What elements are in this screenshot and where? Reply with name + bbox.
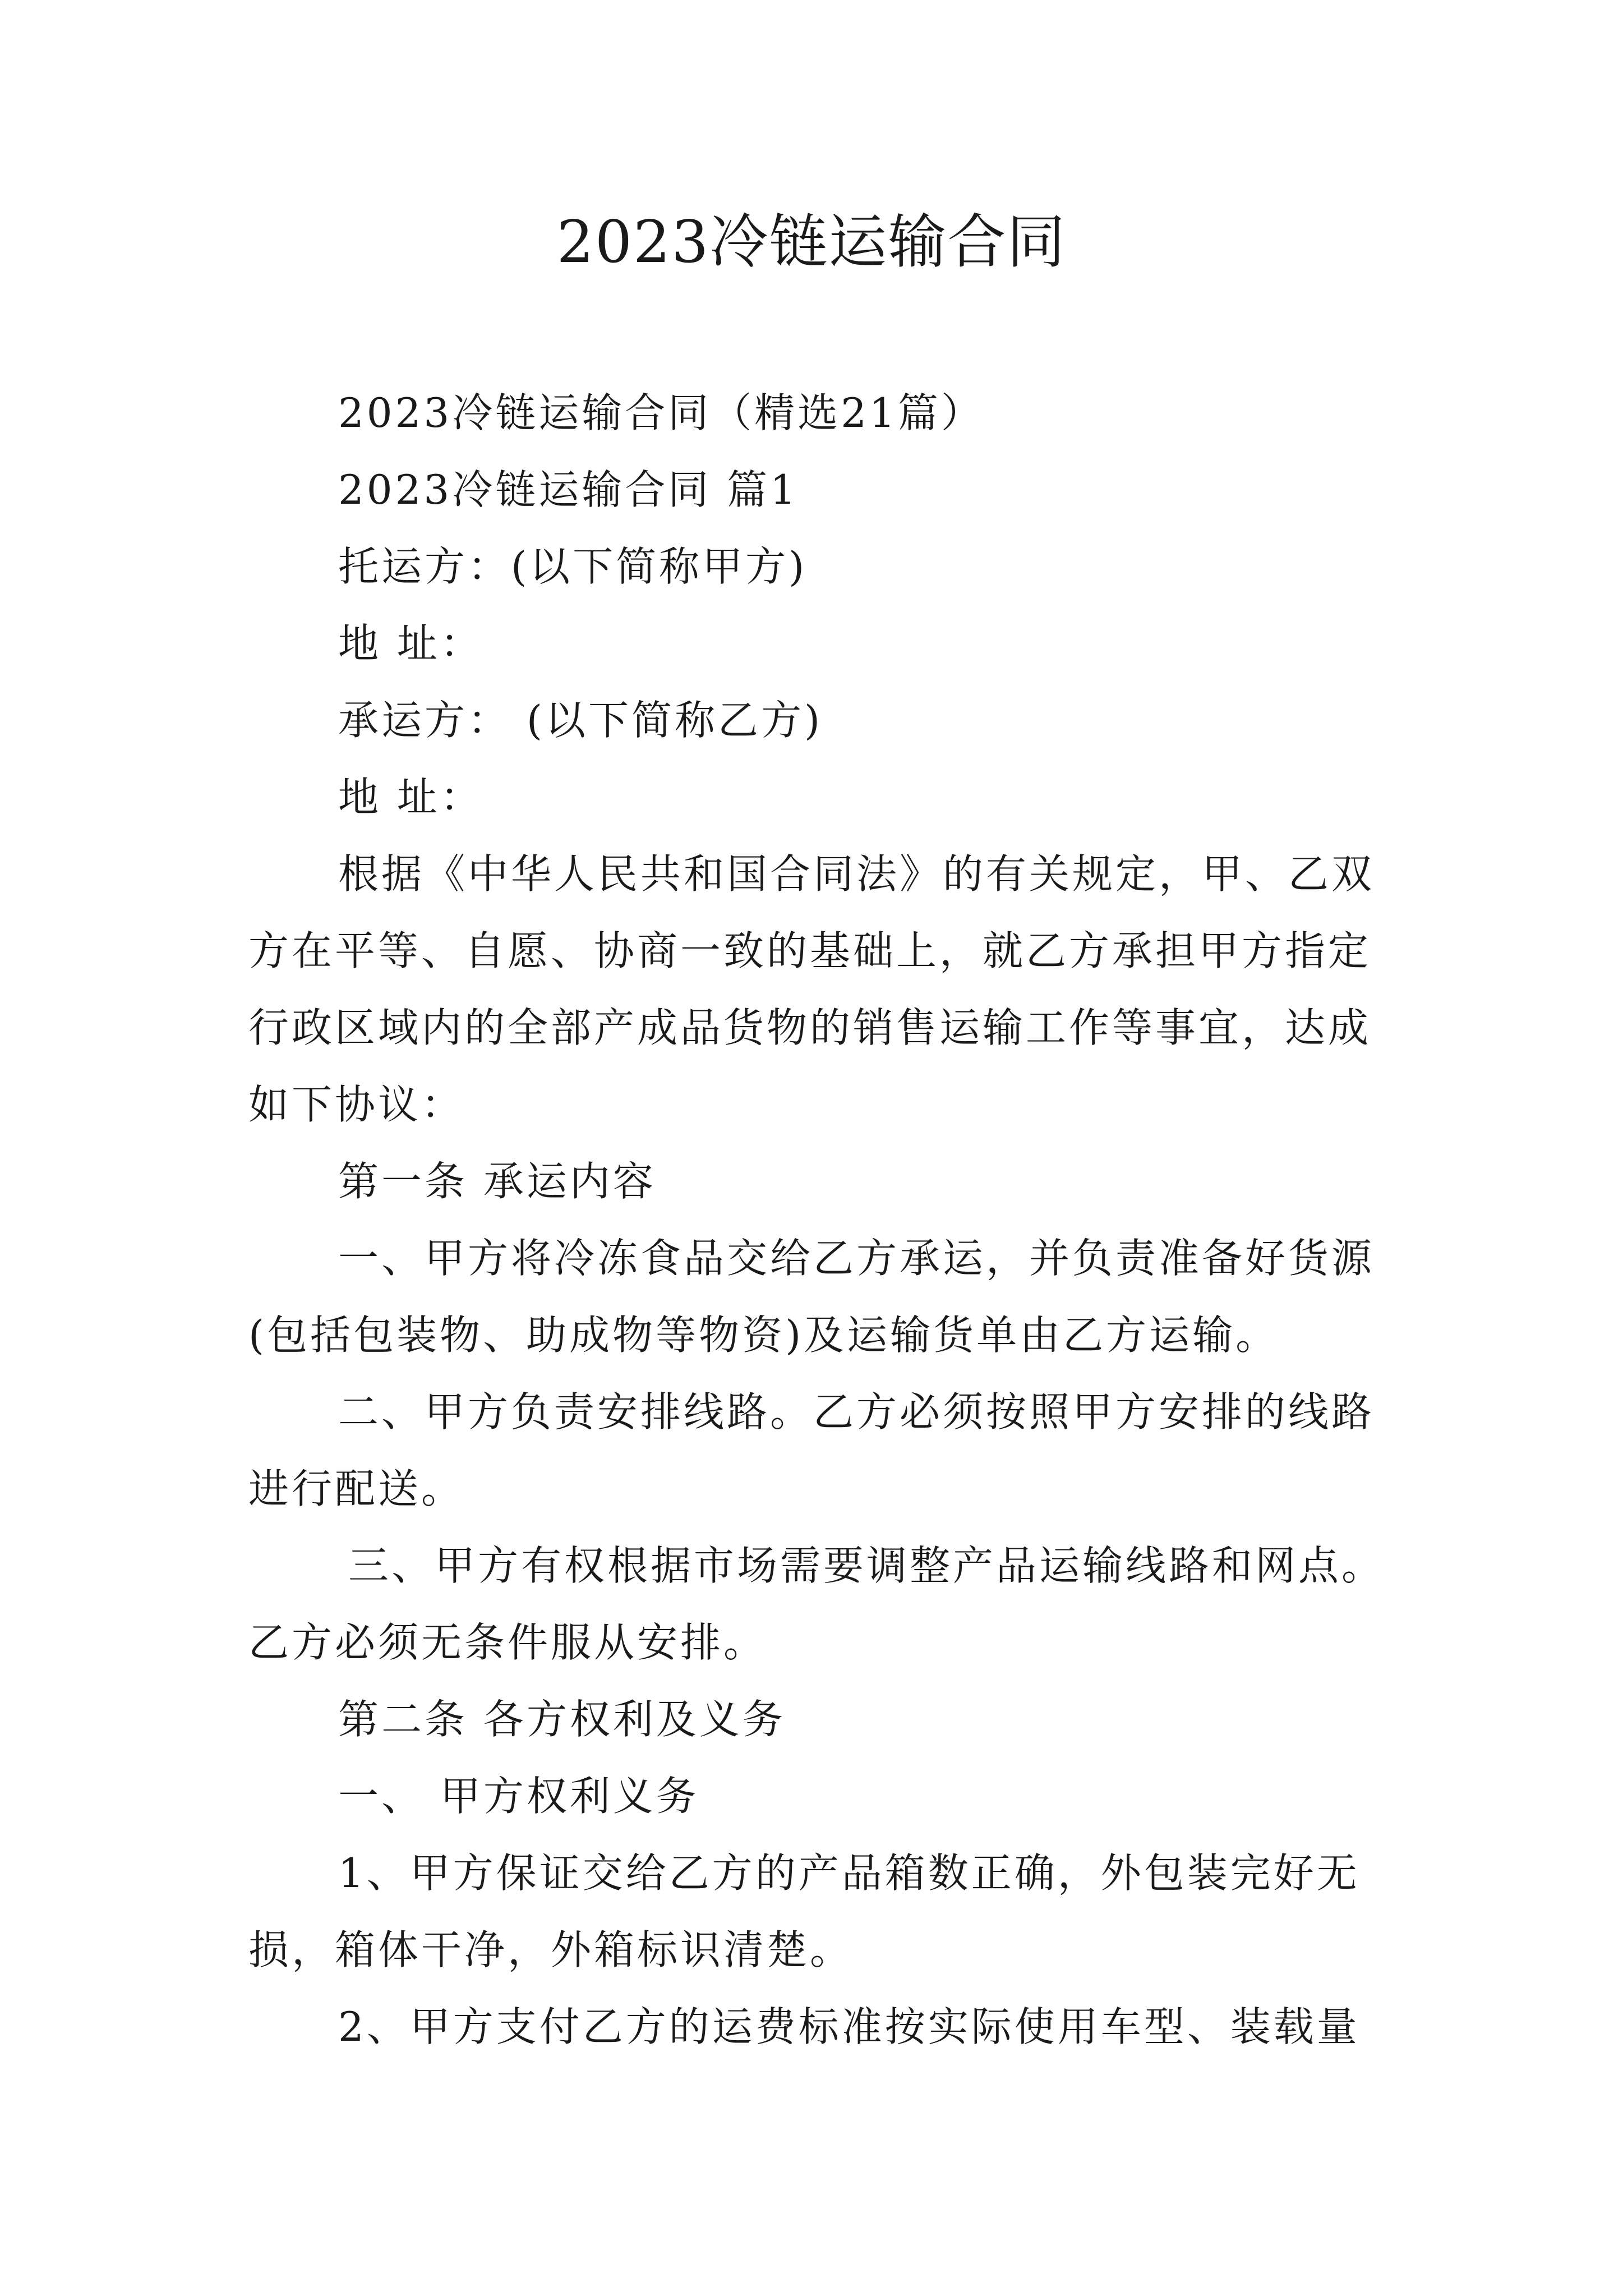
document-body: [248, 375, 1432, 2065]
paragraph-line: 如下协议：: [248, 1081, 465, 1128]
paragraph-line: 二、甲方负责安排线路。乙方必须按照甲方安排的线路: [338, 1388, 1375, 1435]
consignor-address-line: 地 址：: [338, 620, 483, 667]
paragraph-line: 乙方必须无条件服从安排。: [248, 1619, 767, 1666]
section-heading: 2023冷链运输合同 篇1: [338, 466, 799, 513]
subsection-heading: 一、 甲方权利义务: [338, 1773, 699, 1820]
carrier-address-line: 地 址：: [338, 774, 483, 821]
paragraph-line: 方在平等、自愿、协商一致的基础上，就乙方承担甲方指定: [248, 927, 1372, 974]
article-heading: 第一条 承运内容: [338, 1158, 656, 1205]
paragraph-line: (包括包装物、助成物等物资)及运输货单由乙方运输。: [248, 1312, 1279, 1359]
paragraph-line: 2、甲方支付乙方的运费标准按实际使用车型、装载量: [338, 2003, 1360, 2050]
consignor-line: 托运方：(以下简称甲方): [338, 543, 808, 590]
paragraph-line: 损，箱体干净，外箱标识清楚。: [248, 1926, 854, 1973]
paragraph-line: 三、甲方有权根据市场需要调整产品运输线路和网点。: [348, 1542, 1385, 1589]
subtitle-line: 2023冷链运输合同（精选21篇）: [338, 389, 984, 436]
carrier-line: 承运方： (以下简称乙方): [338, 697, 823, 744]
document-title: 2023冷链运输合同: [556, 208, 1067, 276]
paragraph-line: 进行配送。: [248, 1465, 465, 1512]
paragraph-line: 根据《中华人民共和国合同法》的有关规定，甲、乙双: [338, 850, 1375, 898]
article-heading: 第二条 各方权利及义务: [338, 1696, 786, 1743]
paragraph-line: 行政区域内的全部产成品货物的销售运输工作等事宜，达成: [248, 1004, 1372, 1051]
paragraph-line: 一、甲方将冷冻食品交给乙方承运，并负责准备好货源: [338, 1235, 1375, 1282]
paragraph-line: 1、甲方保证交给乙方的产品箱数正确，外包装完好无: [338, 1849, 1360, 1897]
